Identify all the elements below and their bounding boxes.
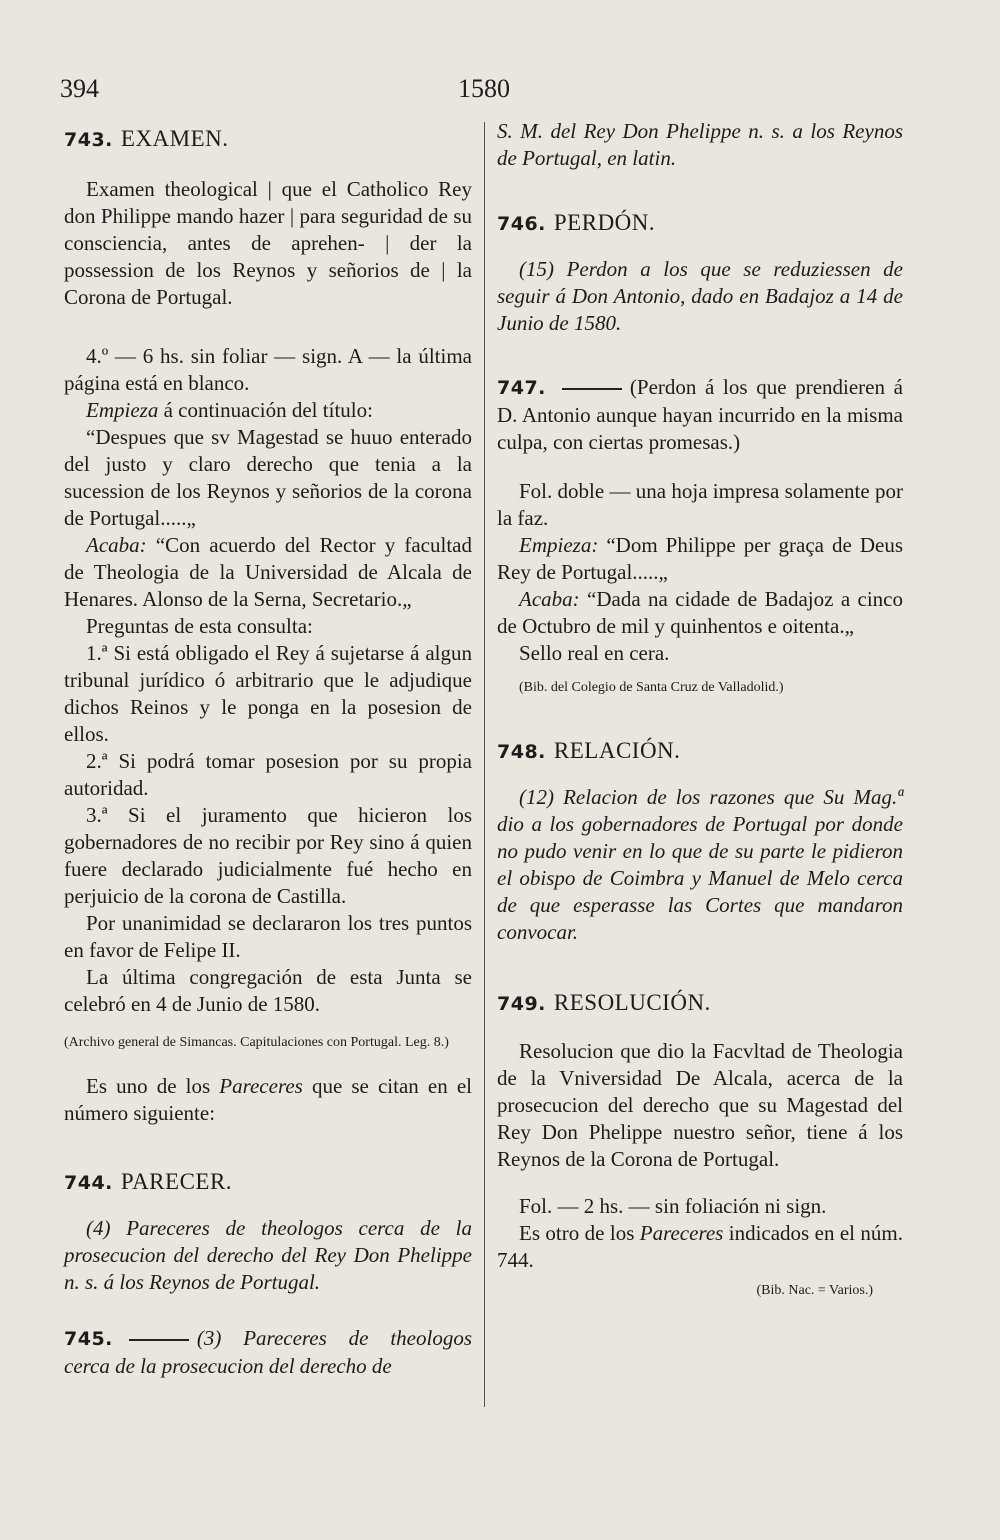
entry-749-note: Es otro de los Pareceres indicados en el núm. 744. (497, 1221, 903, 1272)
entry-749-title: Resolucion que dio la Facvltad de Theologia de la Vniversidad De Alcala, acerca de la prosecucion del derecho que su Magestad del Rey Don Phelippe nuestro señor, tiene á los Reynos de la Corona de Portugal. (497, 1039, 903, 1171)
entry-743-heading: 743. EXAMEN. (64, 126, 229, 151)
entry-743-unanimidad: Por unanimidad se declararon los tres puntos en favor de Felipe II. (64, 911, 472, 962)
entry-745-continuation: S. M. del Rey Don Phelippe n. s. a los Reynos de Portugal, en latin. (497, 119, 903, 170)
entry-746-title: (15) Perdon a los que se reduziessen de seguir á Don Antonio, dado en Badajoz a 14 de Junio de 1580. (497, 257, 903, 335)
page-number: 394 (60, 74, 99, 103)
entry-743-reference: (Archivo general de Simancas. Capitulaciones con Portugal. Leg. 8.) (64, 1035, 449, 1050)
entry-749-reference: (Bib. Nac. = Varios.) (756, 1283, 873, 1298)
entry-743-description: 4.º — 6 hs. sin foliar — sign. A — la última página está en blanco. (64, 344, 472, 395)
entry-745-dash (129, 1339, 189, 1341)
entry-743-title: Examen theological | que el Catholico Rey don Philippe mando hazer | para seguridad de su consciencia, antes de aprehen- | der la possession de los Reynos y señorios de | la Corona de Portugal. (64, 177, 472, 309)
right-column (497, 118, 903, 1301)
entry-743-question-2: 2.ª Si podrá tomar posesion por su propia autoridad. (64, 749, 472, 800)
page-year: 1580 (458, 74, 510, 103)
entry-743-note: Es uno de los Pareceres que se citan en el número siguiente: (64, 1074, 472, 1125)
entry-743-ultima: La última congregación de esta Junta se celebró en 4 de Junio de 1580. (64, 965, 472, 1016)
entry-744-heading: 744. PARECER. (64, 1169, 233, 1194)
entry-748-title: (12) Relacion de los razones que Su Mag.ª dio a los gobernadores de Portugal por donde no pudo venir en lo que de su parte le pidieron el obispo de Coimbra y Manuel de Melo cerca de que esperasse las Cortes que mandaron convocar. (497, 785, 903, 944)
entry-749-description: Fol. — 2 hs. — sin foliación ni sign. (519, 1194, 827, 1218)
entry-747-sello: Sello real en cera. (519, 641, 670, 665)
entry-743-acaba: Acaba: “Con acuerdo del Rector y facultad de Theologia de la Universidad de Alcala de Henares. Alonso de la Serna, Secretario.„ (64, 533, 472, 611)
entry-744-title: (4) Pareceres de theologos cerca de la prosecucion del derecho del Rey Don Phelippe n. s. á los Reynos de Portugal. (64, 1216, 472, 1294)
entry-745-heading: 745. (3) Pareceres de theologos cerca de la prosecucion del derecho de (64, 1326, 472, 1378)
entry-747-heading: 747. (Perdon á los que prendieren á D. Antonio aunque hayan incurrido en la misma culpa, con ciertas promesas.) (497, 375, 903, 454)
entry-747-empieza: Empieza: “Dom Philippe per graça de Deus Rey de Portugal.....„ (497, 533, 903, 584)
entry-747-dash (562, 388, 622, 390)
entry-743-question-3: 3.ª Si el juramento que hicieron los gobernadores de no recibir por Rey sino á quien fuere declarado judicialmente fué hecho en perjuicio de la corona de Castilla. (64, 803, 472, 908)
entry-749-heading: 749. RESOLUCIÓN. (497, 990, 711, 1015)
left-column (64, 118, 472, 1380)
column-divider (484, 122, 485, 1407)
entry-747-reference: (Bib. del Colegio de Santa Cruz de Valladolid.) (519, 680, 784, 695)
entry-743-quote: “Despues que sv Magestad se huuo enterado del justo y claro derecho que tenia a la sucession de los Reynos y señorios de la corona de Portugal.....„ (64, 425, 472, 530)
entry-748-heading: 748. RELACIÓN. (497, 738, 681, 763)
entry-746-heading: 746. PERDÓN. (497, 210, 656, 235)
entry-743-empieza: Empieza á continuación del título: (86, 398, 373, 422)
entry-747-acaba: Acaba: “Dada na cidade de Badajoz a cinco de Octubro de mil y quinhentos e oitenta.„ (497, 587, 903, 638)
entry-747-description: Fol. doble — una hoja impresa solamente por la faz. (497, 479, 903, 530)
entry-743-preguntas: Preguntas de esta consulta: (86, 614, 313, 638)
page-header (0, 74, 1000, 114)
entry-743-question-1: 1.ª Si está obligado el Rey á sujetarse á algun tribunal jurídico ó arbitrario que le adjudique dichos Reinos y le ponga en la posesion de ellos. (64, 641, 472, 746)
